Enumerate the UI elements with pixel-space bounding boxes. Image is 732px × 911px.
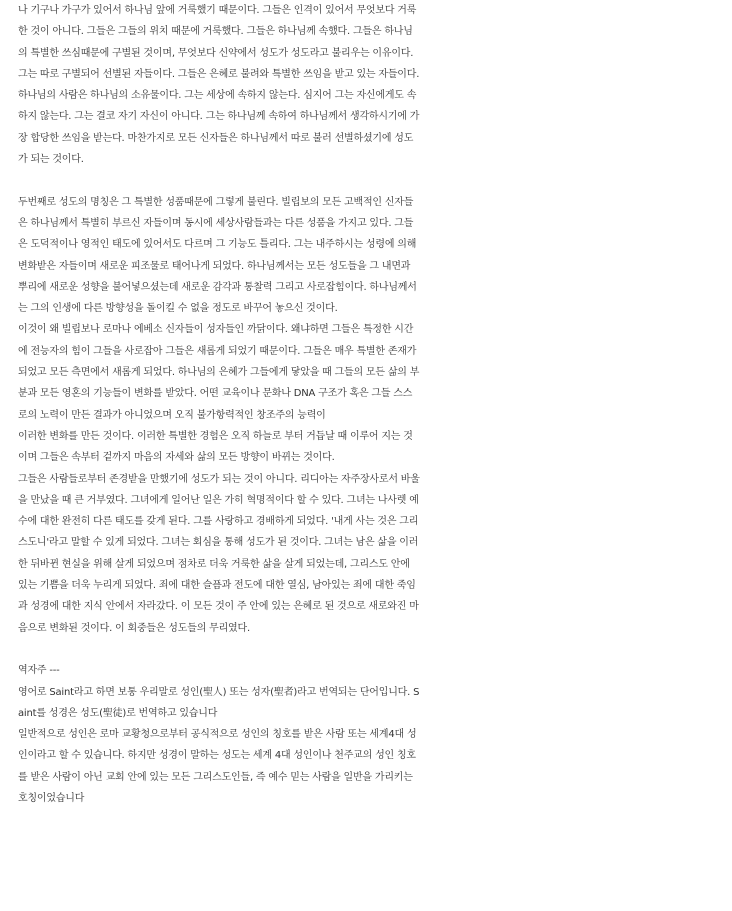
text-line: 로의 노력이 만든 결과가 아니었으며 오직 불가항력적인 창조주의 능력이 [18,409,326,421]
text-line: 의 특별한 쓰심때문에 구별된 것이며, 무엇보다 신약에서 성도가 성도라고 불리우는 이유이다. [18,47,414,59]
translator-note-heading: 역자주 --- [18,665,60,677]
translator-note [18,660,730,809]
text-line: 는 그의 인생에 다른 방향성을 돌이킬 수 없을 정도로 바꾸어 놓으신 것이다. [18,303,338,315]
text-line: 을 만났을 때 큰 거부였다. 그녀에게 일어난 일은 가히 혁명적이다 할 수 있다. 그녀는 나사렛 예 [18,494,419,506]
document-body [18,0,730,809]
text-line: 뿌리에 새로운 성향을 불어넣으셨는데 새로운 감각과 통찰력 그리고 사로잡힘이다. 하나님께서 [18,281,417,293]
text-line: 하지 않는다. 그는 결코 자기 자신이 아니다. 그는 하나님께 속하여 하나님께서 생각하시기에 가 [18,111,420,123]
text-line: 한 뒤바뀐 현실을 위해 살게 되었으며 점차로 더욱 거룩한 삶을 살게 되었는데, 그리스도 안에 [18,558,410,570]
text-line: 나 기구나 가구가 있어서 하나님 앞에 거룩했기 때문이다. 그들은 인격이 있어서 무엇보다 거룩 [18,5,417,16]
text-line: 이러한 변화를 만든 것이다. 이러한 특별한 경험은 오직 하늘로 부터 거듭날 때 이루어 지는 것 [18,430,413,442]
text-line: 두번째로 성도의 명칭은 그 특별한 성품때문에 그렇게 불린다. 빌립보의 모든 고백적인 신자들 [18,196,414,208]
text-line: aint를 성경은 성도(聖徒)로 번역하고 있습니다 [18,707,218,719]
text-line: 를 받은 사람이 아닌 교회 안에 있는 모든 그리스도인들, 즉 예수 믿는 사람을 일반을 가리키는 [18,771,413,783]
text-line: 분과 모든 영혼의 기능들이 변화를 받았다. 어떤 교육이나 문화나 DNA 구조가 혹은 그들 스스 [18,388,413,400]
text-line: 수에 대한 완전히 다른 태도를 갖게 된다. 그를 사랑하고 경배하게 되었다. '내게 사는 것은 그리 [18,516,419,528]
text-line: 그들은 사람들로부터 존경받을 만했기에 성도가 되는 것이 아니다. 리디아는 자주장사로서 바울 [18,473,420,485]
paragraph-gap [18,639,730,660]
text-line: 그는 따로 구별되어 선별된 자들이다. 그들은 은혜로 불려와 특별한 쓰임을 받고 있는 자들이다. [18,68,420,80]
text-line: 음으로 변화된 것이다. 이 회중들은 성도들의 무리였다. [18,622,250,634]
text-line: 되었고 모든 측면에서 새롭게 되었다. 하나님의 은혜가 그들에게 닿았을 때 그들의 모든 삶의 부 [18,367,420,379]
paragraph-calling [18,0,730,170]
text-line: 장 합당한 쓰임을 받는다. 마찬가지로 모든 신자들은 하나님께서 따로 불러 선별하셨기에 성도 [18,132,414,144]
text-line: 하나님의 사람은 하나님의 소유물이다. 그는 세상에 속하지 않는다. 심지어 그는 자신에게도 속 [18,90,417,102]
text-line: 한 것이 아니다. 그들은 그들의 위치 때문에 거룩했다. 그들은 하나님께 속했다. 그들은 하나님 [18,26,413,38]
text-line: 에 전능자의 힘이 그들을 사로잡아 그들은 새롭게 되었기 때문이다. 그들은 매우 특별한 존재가 [18,345,417,357]
text-line: 은 도덕적이나 영적인 태도에 있어서도 다르며 그 기능도 틀리다. 그는 내주하시는 성령에 의해 [18,239,417,251]
text-line: 변화받은 자들이며 새로운 피조물로 태어나게 되었다. 하나님께서는 모든 성도들을 그 내면과 [18,260,411,272]
text-line: 영어로 Saint라고 하면 보통 우리말로 성인(聖人) 또는 성자(聖者)라고 번역되는 단어입니다. S [18,686,420,698]
text-line: 이것이 왜 빌립보나 로마나 에베소 신자들이 성자들인 까닭이다. 왜냐하면 그들은 특정한 시간 [18,324,414,336]
text-line: 과 성경에 대한 지식 안에서 자라갔다. 이 모든 것이 주 안에 있는 은혜로 된 것으로 새로와진 마 [18,601,419,613]
text-line: 있는 기쁨을 더욱 누리게 되었다. 죄에 대한 슬픔과 전도에 대한 열심, 남아있는 죄에 대한 죽임 [18,580,416,592]
paragraph-character [18,192,730,639]
text-line: 호칭이었습니다 [18,792,85,804]
text-line: 이며 그들은 속부터 겉까지 마음의 자세와 삶의 모든 방향이 바뀌는 것이다. [18,452,335,464]
text-line: 스도니'라고 말할 수 있게 되었다. 그녀는 회심을 통해 성도가 된 것이다. 그녀는 남은 삶을 이러 [18,537,419,549]
text-line: 은 하나님께서 특별히 부르신 자들이며 동시에 세상사람들과는 다른 성품을 가지고 있다. 그들 [18,217,414,229]
text-line: 일반적으로 성인은 로마 교황청으로부터 공식적으로 성인의 칭호를 받은 사람 또는 세계4대 성 [18,729,417,741]
text-line: 가 되는 것이다. [18,154,84,166]
text-line: 인이라고 할 수 있습니다. 하지만 성경이 말하는 성도는 세계 4대 성인이나 천주교의 성인 칭호 [18,750,416,762]
paragraph-gap [18,170,730,191]
